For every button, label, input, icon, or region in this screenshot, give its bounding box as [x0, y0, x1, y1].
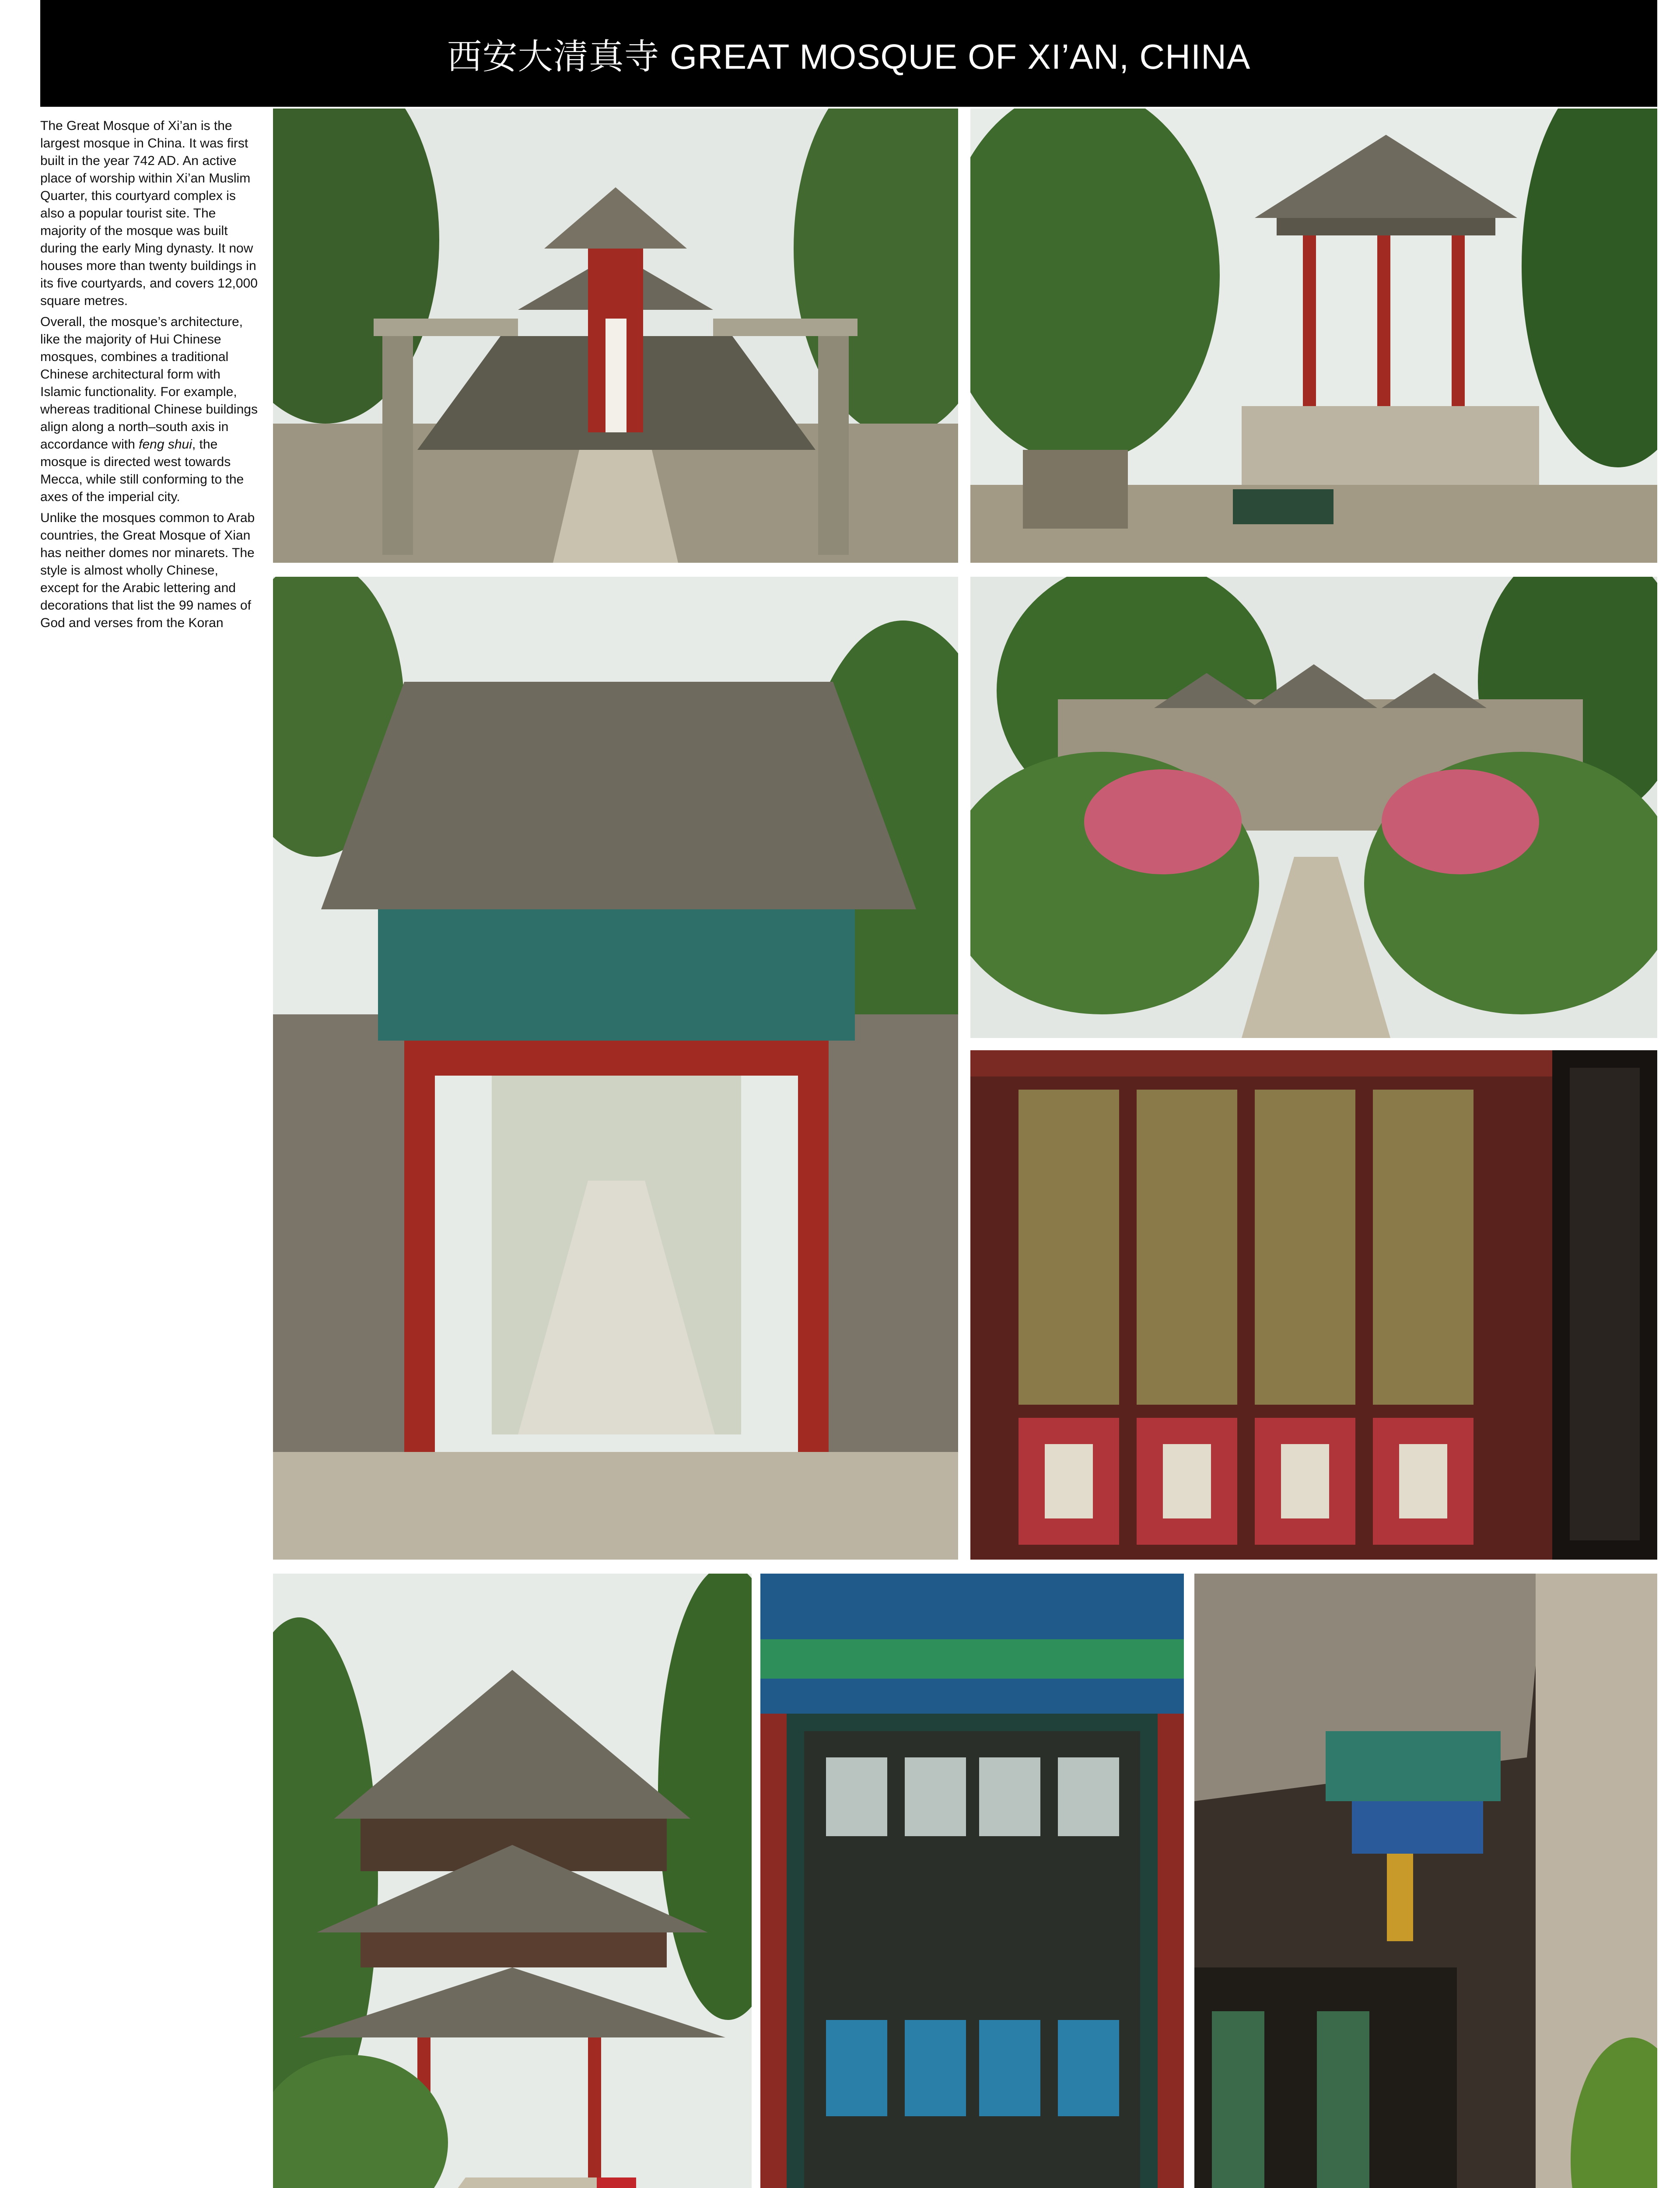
- photo-octagonal-tower: [273, 1574, 752, 2188]
- photo-painted-door: [760, 1574, 1184, 2188]
- photo-garden-archways: [970, 577, 1657, 1038]
- page-header: [40, 0, 1657, 107]
- description-paragraph-3: Unlike the mosques common to Arab countries, the Great Mosque of Xian has neither domes nor minarets. The style is almost wholly Chinese, except for the Arabic lettering and decorations that list the 99 names of God and verses from the Koran: [40, 511, 255, 630]
- description-text: [40, 117, 259, 635]
- description-paragraph-1: The Great Mosque of Xi’an is the largest mosque in China. It was first built in the year 742 AD. An active place of worship within Xi’an Muslim Quarter, this courtyard complex is also a popular tourist site. The majority of the mosque was built during the early Ming dynasty. It now houses more than twenty buildings in its five courtyards, and covers 12,000 square metres.: [40, 119, 258, 308]
- photo-red-pavilion-courtyard: [970, 109, 1657, 563]
- photo-eaves-detail: [1194, 1574, 1657, 2188]
- description-paragraph-2: Overall, the mosque’s architecture, like the majority of Hui Chinese mosques, combines a traditional Chinese architectural form with Islamic functionality. For example, whereas traditional Chinese buildings align along a north–south axis in accordance with feng shui, the mosque is directed west towards Mecca, while still conforming to the axes of the imperial city.: [40, 315, 258, 504]
- photo-stone-gate-pavilion: [273, 109, 958, 563]
- photo-ornate-gateway: [273, 577, 958, 1560]
- page-title: 西安大清真寺 GREAT MOSQUE OF XI’AN, CHINA: [447, 37, 1251, 76]
- photo-carved-lattice-doors: [970, 1050, 1657, 1560]
